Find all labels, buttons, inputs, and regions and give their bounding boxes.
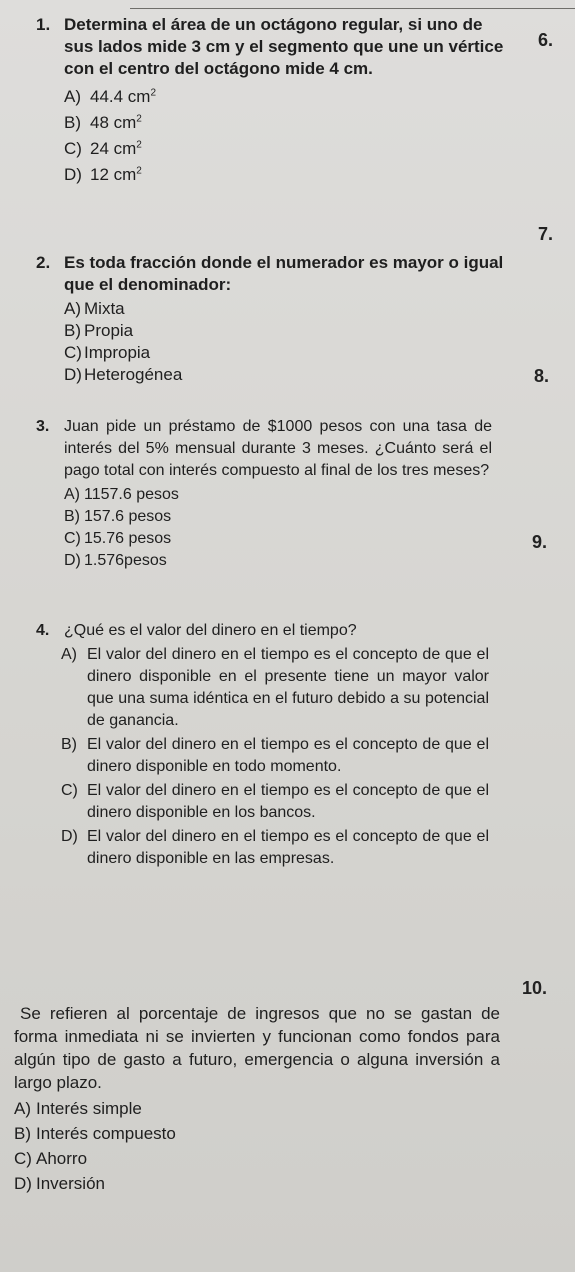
option-letter: D) <box>61 828 78 845</box>
option-value: El valor del dinero en el tiempo es el concepto de que el dinero disponible en todo momento. <box>87 736 489 775</box>
question-2-text: Es toda fracción donde el numerador es mayor o igual que el denominador: <box>64 253 504 294</box>
option-value: 15.76 pesos <box>84 530 172 547</box>
option-letter: D) <box>64 552 81 569</box>
question-2-options <box>64 298 504 386</box>
option-value: Ahorro <box>36 1149 88 1168</box>
question-2-option-b[interactable] <box>64 320 504 342</box>
question-1-text: Determina el área de un octágono regular, si uno de sus lados mide 3 cm y el segmento que une un vértice con el centro del octágono mide 4 cm. <box>64 15 504 78</box>
question-5-option-c[interactable] <box>14 1146 500 1171</box>
option-value: Propia <box>84 321 134 340</box>
question-3 <box>36 416 492 572</box>
question-3-text: Juan pide un préstamo de $1000 pesos con una tasa de interés del 5% mensual durante 3 meses. ¿Cuánto será el pago total con interés compuesto al final de los tres meses? <box>64 418 492 479</box>
option-letter: C) <box>64 343 82 362</box>
question-1-stem <box>36 14 504 80</box>
option-value: 12 cm <box>90 165 137 184</box>
question-5-stem <box>14 1002 500 1094</box>
question-3-options <box>64 484 492 572</box>
question-4 <box>36 620 489 872</box>
question-4-number: 4. <box>36 622 50 639</box>
option-letter: B) <box>64 508 80 525</box>
question-1 <box>36 14 504 188</box>
question-4-options <box>61 644 489 870</box>
question-3-option-b[interactable] <box>64 506 492 528</box>
question-1-option-c[interactable] <box>64 136 504 162</box>
question-3-option-a[interactable] <box>64 484 492 506</box>
option-exponent: 2 <box>136 165 142 177</box>
option-letter: B) <box>64 113 81 132</box>
option-value: 44.4 cm <box>90 87 151 106</box>
side-number-8: 8. <box>534 366 550 386</box>
option-value: Heterogénea <box>84 365 183 384</box>
option-value: El valor del dinero en el tiempo es el concepto de que el dinero disponible en los bancos. <box>87 782 489 821</box>
option-letter: D) <box>64 165 82 184</box>
top-rule <box>130 8 575 9</box>
option-letter: B) <box>64 321 81 340</box>
side-number-6: 6. <box>538 30 554 50</box>
question-2-stem <box>36 252 504 296</box>
option-letter: B) <box>61 736 77 753</box>
option-letter: C) <box>61 782 78 799</box>
option-value: Inversión <box>36 1174 105 1193</box>
question-1-option-a[interactable] <box>64 84 504 110</box>
option-value: 48 cm <box>90 113 137 132</box>
option-exponent: 2 <box>136 113 142 125</box>
option-letter: D) <box>64 365 82 384</box>
option-value: 24 cm <box>90 139 137 158</box>
question-5-text: Se refieren al porcentaje de ingresos que no se gastan de forma inmediata ni se invierten y funcionan como fondos para algún tipo de gasto a futuro, emergencia o alguna inversión a largo plazo. <box>14 1004 500 1092</box>
question-2-option-d[interactable] <box>64 364 504 386</box>
option-value: Interés compuesto <box>36 1124 176 1143</box>
option-letter: A) <box>64 486 80 503</box>
option-value: Interés simple <box>36 1099 142 1118</box>
option-value: Mixta <box>84 299 125 318</box>
question-4-text: ¿Qué es el valor del dinero en el tiempo? <box>64 622 357 639</box>
option-value: 157.6 pesos <box>84 508 172 525</box>
question-4-option-d[interactable] <box>61 826 489 870</box>
question-1-options <box>64 84 504 188</box>
option-value: 1.576pesos <box>84 552 167 569</box>
question-4-option-a[interactable] <box>61 644 489 732</box>
question-1-option-b[interactable] <box>64 110 504 136</box>
question-1-number: 1. <box>36 15 51 34</box>
option-letter: C) <box>64 139 82 158</box>
option-exponent: 2 <box>150 87 157 99</box>
option-exponent: 2 <box>136 139 142 151</box>
question-5-option-b[interactable] <box>14 1121 500 1146</box>
option-letter: C) <box>64 530 81 547</box>
question-1-option-d[interactable] <box>64 162 504 188</box>
option-value: El valor del dinero en el tiempo es el concepto de que el dinero disponible en las empresas. <box>87 828 489 867</box>
question-5-option-d[interactable] <box>14 1171 500 1196</box>
option-letter: B) <box>14 1124 31 1143</box>
question-3-number: 3. <box>36 418 50 435</box>
option-letter: A) <box>14 1099 31 1118</box>
question-5 <box>14 1002 500 1196</box>
question-3-option-d[interactable] <box>64 550 492 572</box>
question-2-number: 2. <box>36 253 51 272</box>
side-number-9: 9. <box>532 532 548 552</box>
question-5-option-a[interactable] <box>14 1096 500 1121</box>
option-letter: A) <box>64 299 81 318</box>
option-value: El valor del dinero en el tiempo es el concepto de que el dinero disponible en el presente tiene un mayor valor que una suma idéntica en el futuro debido a su potencial de ganancia. <box>87 646 489 729</box>
question-3-stem <box>36 416 492 482</box>
option-letter: C) <box>14 1149 32 1168</box>
option-letter: D) <box>14 1174 32 1193</box>
option-value: 1157.6 pesos <box>84 486 179 503</box>
question-5-options <box>14 1096 500 1196</box>
question-4-stem <box>36 620 489 642</box>
option-value: Impropia <box>84 343 151 362</box>
question-2-option-a[interactable] <box>64 298 504 320</box>
side-number-7: 7. <box>538 224 554 244</box>
option-letter: A) <box>64 87 81 106</box>
question-2 <box>36 252 504 386</box>
question-2-option-c[interactable] <box>64 342 504 364</box>
side-number-10: 10. <box>522 978 548 998</box>
option-letter: A) <box>61 646 77 663</box>
question-4-option-c[interactable] <box>61 780 489 824</box>
question-4-option-b[interactable] <box>61 734 489 778</box>
question-3-option-c[interactable] <box>64 528 492 550</box>
